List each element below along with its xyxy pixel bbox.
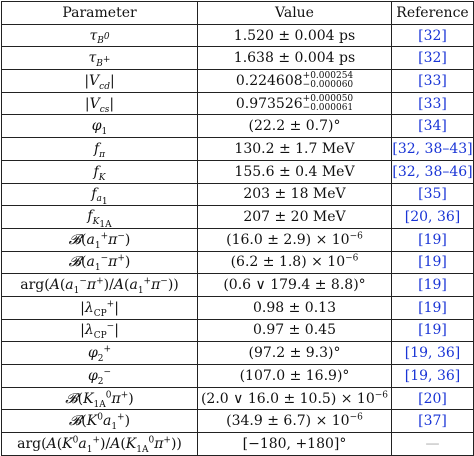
value-cell: 0.97 ± 0.45 bbox=[198, 319, 392, 342]
reference-cell[interactable]: [33] bbox=[392, 92, 474, 115]
table-row bbox=[2, 228, 474, 251]
table-row bbox=[2, 365, 474, 388]
header-parameter: Parameter bbox=[2, 2, 198, 25]
value-uncertainty bbox=[303, 72, 353, 90]
value-cell: (107.0 ± 16.9)° bbox=[198, 365, 392, 388]
table-row bbox=[2, 319, 474, 342]
parameter-cell: $\tau_{B^+}$ bbox=[2, 47, 198, 70]
table-row bbox=[2, 47, 474, 70]
parameter-cell: $𝓑(a_1^+\pi^-)$ bbox=[2, 228, 198, 251]
value-minus: −0.000061 bbox=[302, 102, 354, 113]
value-cell: (22.2 ± 0.7)° bbox=[198, 115, 392, 138]
table-row bbox=[2, 251, 474, 274]
reference-cell[interactable]: [32, 38–43] bbox=[392, 138, 474, 161]
value-minus: −0.000060 bbox=[302, 79, 354, 90]
parameter-cell: $𝓑(K_{1A}^0\pi^+)$ bbox=[2, 387, 198, 410]
value-cell: $(34.9 \pm 6.7) \times 10^{-6}$ bbox=[198, 410, 392, 433]
table-row bbox=[2, 342, 474, 365]
value-plus: +0.000050 bbox=[302, 93, 354, 104]
table-row bbox=[2, 387, 474, 410]
reference-cell[interactable]: [32] bbox=[392, 24, 474, 47]
reference-cell[interactable]: [20, 36] bbox=[392, 206, 474, 229]
table-row bbox=[2, 24, 474, 47]
reference-cell[interactable]: [19] bbox=[392, 228, 474, 251]
value-cell: (2.0 ∨ $16.0 \pm 10.5) \times 10^{-6}$ bbox=[198, 387, 392, 410]
value-central: 0.224608 bbox=[235, 72, 303, 89]
reference-cell[interactable]: [20] bbox=[392, 387, 474, 410]
parameter-cell: $\varphi_2^+$ bbox=[2, 342, 198, 365]
table-body bbox=[2, 24, 474, 455]
reference-cell[interactable]: [32, 38–46] bbox=[392, 160, 474, 183]
reference-cell[interactable]: [34] bbox=[392, 115, 474, 138]
value-cell: 130.2 ± 1.7 MeV bbox=[198, 138, 392, 161]
value-cell: 0.98 ± 0.13 bbox=[198, 296, 392, 319]
header-row bbox=[2, 2, 474, 25]
reference-cell[interactable]: [19] bbox=[392, 296, 474, 319]
parameter-cell: $\varphi_1$ bbox=[2, 115, 198, 138]
table-row bbox=[2, 160, 474, 183]
reference-cell[interactable]: [33] bbox=[392, 70, 474, 93]
parameter-cell: $\varphi_2^-$ bbox=[2, 365, 198, 388]
table-row bbox=[2, 183, 474, 206]
parameter-cell: $\tau_{B^0}$ bbox=[2, 24, 198, 47]
value-uncertainty bbox=[303, 95, 353, 113]
parameter-cell: $f_K$ bbox=[2, 160, 198, 183]
parameter-cell: $f_{K_{1A}}$ bbox=[2, 206, 198, 229]
reference-cell[interactable]: [19, 36] bbox=[392, 365, 474, 388]
value-cell bbox=[198, 70, 392, 93]
parameter-cell: $|\lambda_{CP}^+|$ bbox=[2, 296, 198, 319]
table-row bbox=[2, 296, 474, 319]
parameter-cell: $f_{a_1}$ bbox=[2, 183, 198, 206]
reference-cell[interactable]: [19] bbox=[392, 251, 474, 274]
value-central: 0.973526 bbox=[235, 95, 303, 112]
table-row bbox=[2, 433, 474, 456]
table-row bbox=[2, 274, 474, 297]
parameter-cell: $|\lambda_{CP}^-|$ bbox=[2, 319, 198, 342]
reference-cell[interactable]: [37] bbox=[392, 410, 474, 433]
parameter-cell: $𝓑(a_1^-\pi^+)$ bbox=[2, 251, 198, 274]
reference-cell[interactable]: [19, 36] bbox=[392, 342, 474, 365]
value-cell: [−180, +180]° bbox=[198, 433, 392, 456]
value-cell: 1.638 ± 0.004 ps bbox=[198, 47, 392, 70]
parameter-cell: $arg(A(a_1^-\pi^+)/A(a_1^+\pi^-))$ bbox=[2, 274, 198, 297]
reference-cell[interactable]: [19] bbox=[392, 274, 474, 297]
parameter-cell: $arg(A(K^0a_1^+)/A(K_{1A}^0\pi^+))$ bbox=[2, 433, 198, 456]
value-cell: 203 ± 18 MeV bbox=[198, 183, 392, 206]
value-cell: 155.6 ± 0.4 MeV bbox=[198, 160, 392, 183]
reference-cell[interactable]: [32] bbox=[392, 47, 474, 70]
table-row bbox=[2, 206, 474, 229]
value-cell: $(16.0 \pm 2.9) \times 10^{-6}$ bbox=[198, 228, 392, 251]
reference-cell[interactable]: [35] bbox=[392, 183, 474, 206]
table-row bbox=[2, 92, 474, 115]
value-cell: 207 ± 20 MeV bbox=[198, 206, 392, 229]
reference-cell[interactable]: [19] bbox=[392, 319, 474, 342]
value-cell bbox=[198, 92, 392, 115]
table-row bbox=[2, 138, 474, 161]
table-row bbox=[2, 115, 474, 138]
value-cell: (0.6 ∨ 179.4 ± 8.8)° bbox=[198, 274, 392, 297]
table-row bbox=[2, 410, 474, 433]
parameters-table bbox=[1, 1, 474, 456]
value-cell: (97.2 ± 9.3)° bbox=[198, 342, 392, 365]
header-reference: Reference bbox=[392, 2, 474, 25]
table-row bbox=[2, 70, 474, 93]
parameter-cell: $𝓑(K^0a_1^+)$ bbox=[2, 410, 198, 433]
value-plus: +0.000254 bbox=[302, 70, 354, 81]
parameter-cell: $|V_{cd}|$ bbox=[2, 70, 198, 93]
header-value: Value bbox=[198, 2, 392, 25]
value-cell: 1.520 ± 0.004 ps bbox=[198, 24, 392, 47]
parameter-cell: $f_\pi$ bbox=[2, 138, 198, 161]
parameter-cell: $|V_{cs}|$ bbox=[2, 92, 198, 115]
value-cell: $(6.2 \pm 1.8) \times 10^{-6}$ bbox=[198, 251, 392, 274]
reference-cell: — bbox=[392, 433, 474, 456]
